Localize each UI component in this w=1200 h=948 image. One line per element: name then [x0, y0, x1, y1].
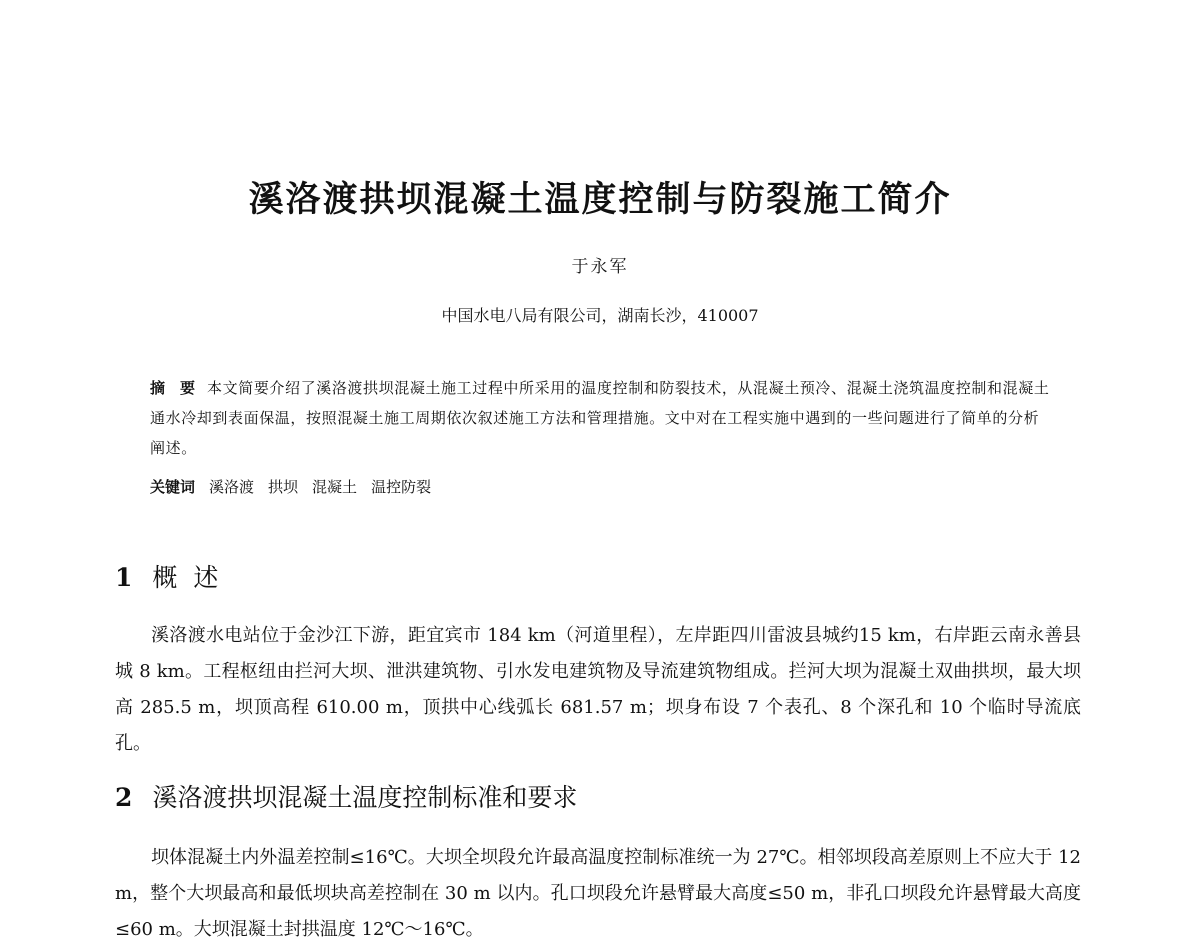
abstract-label: 摘 要 [150, 379, 196, 397]
abstract [150, 373, 1050, 463]
keyword: 混凝土 [312, 478, 358, 496]
section-heading [115, 780, 577, 816]
section-paragraph: 溪洛渡水电站位于金沙江下游，距宜宾市 184 km（河道里程），左岸距四川雷波县城约15 km，右岸距云南永善县城 8 km。工程枢纽由拦河大坝、泄洪建筑物、引水发电建筑物及导流建筑物组成。拦河大坝为混凝土双曲拱坝，最大坝高 285.5 m，坝顶高程 610.00 m，顶拱中心线弧长 681.57 m；坝身布设 7 个表孔、8 个深孔和 10 个临时导流底孔。 [115, 625, 1081, 754]
author-name: 于永军 [571, 257, 629, 277]
section-title: 概述 [152, 563, 235, 592]
keyword: 拱坝 [268, 478, 299, 496]
author-affiliation: 中国水电八局有限公司，湖南长沙，410007 [441, 306, 759, 325]
section-title: 溪洛渡拱坝混凝土温度控制标准和要求 [152, 783, 578, 812]
section-paragraph: 坝体混凝土内外温差控制≤16℃。大坝全坝段允许最高温度控制标准统一为 27℃。相邻坝段高差原则上不应大于 12 m，整个大坝最高和最低坝块高差控制在 30 m 以内。孔口坝段允许悬臂最大高度≤50 m，非孔口坝段允许悬臂最大高度≤60 m。大坝混凝土封拱温度 12℃～16℃。 [115, 847, 1081, 940]
abstract-text: 本文简要介绍了溪洛渡拱坝混凝土施工过程中所采用的温度控制和防裂技术，从混凝土预冷、混凝土浇筑温度控制和混凝土通水冷却到表面保温，按照混凝土施工周期依次叙述施工方法和管理措施。文中对在工程实施中遇到的一些问题进行了简单的分析阐述。 [150, 379, 1050, 457]
section-number: 2 [115, 783, 133, 812]
keywords [150, 472, 1050, 502]
keyword: 温控防裂 [371, 478, 432, 496]
keywords-label: 关键词 [150, 478, 196, 496]
keyword: 溪洛渡 [209, 478, 255, 496]
paper-title: 溪洛渡拱坝混凝土温度控制与防裂施工简介 [248, 180, 952, 220]
section-number: 1 [115, 563, 133, 592]
section-heading [115, 560, 234, 596]
